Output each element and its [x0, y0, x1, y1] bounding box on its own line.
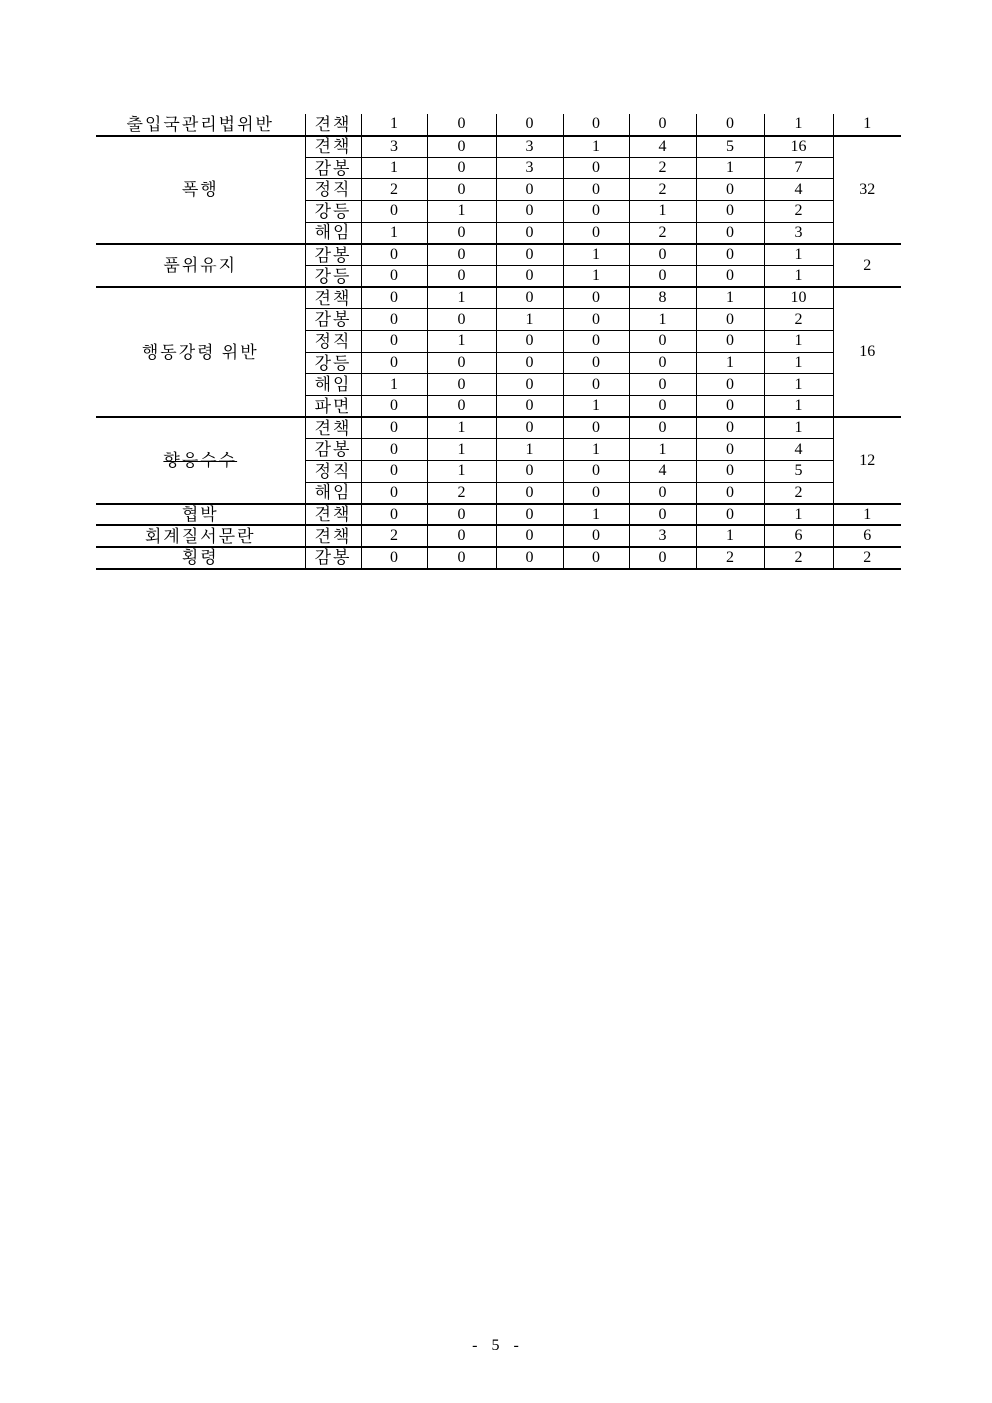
- value-cell: 0: [361, 287, 427, 309]
- value-cell: 0: [496, 114, 563, 136]
- value-cell: 0: [361, 396, 427, 418]
- category-cell: [96, 525, 305, 547]
- value-cell: 0: [361, 547, 427, 569]
- category-cell: [96, 417, 305, 504]
- value-cell: 2: [427, 482, 496, 504]
- value-cell: 1: [361, 222, 427, 244]
- value-cell: 1: [696, 352, 764, 374]
- value-cell: 0: [496, 201, 563, 223]
- table-row: [96, 417, 901, 439]
- category-label: 품위유지: [163, 256, 238, 276]
- value-cell: 0: [696, 201, 764, 223]
- value-cell: 0: [427, 157, 496, 179]
- discipline-cell: 강등: [305, 352, 361, 374]
- value-cell: 0: [361, 201, 427, 223]
- value-cell: 1: [427, 439, 496, 461]
- value-cell: 0: [496, 287, 563, 309]
- table-row: [96, 287, 901, 309]
- value-cell: 0: [427, 352, 496, 374]
- value-cell: 1: [427, 201, 496, 223]
- category-cell: [96, 504, 305, 526]
- value-cell: 3: [496, 157, 563, 179]
- group-total-cell: 6: [833, 525, 901, 547]
- value-cell: 1: [563, 244, 629, 266]
- value-cell: 0: [361, 352, 427, 374]
- value-cell: 0: [563, 461, 629, 483]
- value-cell: 1: [361, 374, 427, 396]
- page-number: - 5 -: [472, 1337, 520, 1354]
- value-cell: 1: [629, 309, 696, 331]
- value-cell: 5: [696, 136, 764, 158]
- value-cell: 1: [496, 309, 563, 331]
- value-cell: 0: [427, 374, 496, 396]
- value-cell: 1: [563, 136, 629, 158]
- discipline-cell: 감봉: [305, 157, 361, 179]
- table-row: [96, 136, 901, 158]
- subtotal-cell: 16: [764, 136, 833, 158]
- value-cell: 1: [361, 114, 427, 136]
- value-cell: 3: [496, 136, 563, 158]
- category-cell: [96, 114, 305, 136]
- value-cell: 0: [563, 374, 629, 396]
- value-cell: 0: [361, 309, 427, 331]
- value-cell: 2: [629, 179, 696, 201]
- value-cell: 0: [496, 374, 563, 396]
- table-body: [96, 114, 901, 569]
- value-cell: 1: [563, 504, 629, 526]
- value-cell: 3: [361, 136, 427, 158]
- subtotal-cell: 2: [764, 547, 833, 569]
- value-cell: 0: [629, 244, 696, 266]
- category-label: 행동강령 위반: [141, 342, 259, 362]
- value-cell: 0: [496, 461, 563, 483]
- category-label: 협박: [181, 505, 219, 525]
- value-cell: 0: [496, 266, 563, 288]
- discipline-cell: 정직: [305, 179, 361, 201]
- value-cell: 0: [696, 374, 764, 396]
- table-row: [96, 547, 901, 569]
- value-cell: 0: [563, 331, 629, 353]
- subtotal-cell: 2: [764, 201, 833, 223]
- value-cell: 0: [563, 525, 629, 547]
- value-cell: 0: [427, 136, 496, 158]
- value-cell: 0: [696, 417, 764, 439]
- discipline-cell: 견책: [305, 287, 361, 309]
- subtotal-cell: 1: [764, 266, 833, 288]
- discipline-cell: 견책: [305, 114, 361, 136]
- value-cell: 0: [496, 417, 563, 439]
- value-cell: 0: [427, 396, 496, 418]
- category-label: 출입국관리법위반: [126, 114, 274, 134]
- subtotal-cell: 1: [764, 504, 833, 526]
- value-cell: 0: [629, 417, 696, 439]
- value-cell: 0: [427, 525, 496, 547]
- value-cell: 0: [563, 547, 629, 569]
- value-cell: 0: [696, 482, 764, 504]
- value-cell: 0: [696, 504, 764, 526]
- value-cell: 0: [361, 417, 427, 439]
- value-cell: 0: [496, 504, 563, 526]
- value-cell: 0: [427, 309, 496, 331]
- group-total-cell: 1: [833, 114, 901, 136]
- discipline-cell: 파면: [305, 396, 361, 418]
- discipline-cell: 정직: [305, 461, 361, 483]
- value-cell: 0: [496, 547, 563, 569]
- value-cell: 1: [496, 439, 563, 461]
- value-cell: 0: [496, 222, 563, 244]
- value-cell: 4: [629, 136, 696, 158]
- value-cell: 1: [361, 157, 427, 179]
- value-cell: 0: [496, 331, 563, 353]
- value-cell: 1: [696, 157, 764, 179]
- table-row: [96, 114, 901, 136]
- discipline-cell: 해임: [305, 482, 361, 504]
- value-cell: 0: [361, 461, 427, 483]
- value-cell: 8: [629, 287, 696, 309]
- value-cell: 0: [427, 244, 496, 266]
- table-row: [96, 504, 901, 526]
- value-cell: 0: [427, 222, 496, 244]
- discipline-cell: 감봉: [305, 244, 361, 266]
- value-cell: 0: [563, 309, 629, 331]
- value-cell: 1: [629, 201, 696, 223]
- value-cell: 3: [629, 525, 696, 547]
- value-cell: 0: [629, 114, 696, 136]
- discipline-cell: 감봉: [305, 309, 361, 331]
- value-cell: 0: [496, 525, 563, 547]
- discipline-cell: 견책: [305, 525, 361, 547]
- value-cell: 2: [696, 547, 764, 569]
- value-cell: 0: [563, 417, 629, 439]
- category-cell: [96, 287, 305, 417]
- value-cell: 0: [629, 482, 696, 504]
- subtotal-cell: 2: [764, 309, 833, 331]
- value-cell: 0: [696, 396, 764, 418]
- value-cell: 0: [629, 547, 696, 569]
- category-label: 향응수수: [163, 451, 238, 470]
- subtotal-cell: 4: [764, 179, 833, 201]
- value-cell: 0: [629, 352, 696, 374]
- value-cell: 0: [696, 244, 764, 266]
- discipline-cell: 강등: [305, 266, 361, 288]
- value-cell: 0: [696, 461, 764, 483]
- category-label: 횡령: [181, 548, 219, 568]
- subtotal-cell: 1: [764, 114, 833, 136]
- discipline-cell: 해임: [305, 374, 361, 396]
- value-cell: 0: [361, 266, 427, 288]
- value-cell: 0: [629, 266, 696, 288]
- subtotal-cell: 1: [764, 417, 833, 439]
- value-cell: 0: [563, 222, 629, 244]
- discipline-cell: 강등: [305, 201, 361, 223]
- value-cell: 0: [361, 439, 427, 461]
- category-cell: [96, 547, 305, 569]
- value-cell: 0: [696, 222, 764, 244]
- group-total-cell: 2: [833, 244, 901, 287]
- value-cell: 0: [563, 352, 629, 374]
- value-cell: 4: [629, 461, 696, 483]
- value-cell: 0: [629, 331, 696, 353]
- subtotal-cell: 7: [764, 157, 833, 179]
- value-cell: 0: [496, 179, 563, 201]
- value-cell: 0: [361, 331, 427, 353]
- group-total-cell: 12: [833, 417, 901, 504]
- category-cell: [96, 136, 305, 244]
- value-cell: 0: [427, 179, 496, 201]
- table-row: [96, 525, 901, 547]
- value-cell: 1: [563, 266, 629, 288]
- table-row: [96, 244, 901, 266]
- value-cell: 0: [629, 396, 696, 418]
- value-cell: 0: [427, 547, 496, 569]
- value-cell: 1: [563, 396, 629, 418]
- value-cell: 1: [696, 287, 764, 309]
- value-cell: 0: [496, 352, 563, 374]
- discipline-cell: 해임: [305, 222, 361, 244]
- subtotal-cell: 1: [764, 374, 833, 396]
- value-cell: 1: [427, 417, 496, 439]
- subtotal-cell: 10: [764, 287, 833, 309]
- value-cell: 0: [563, 114, 629, 136]
- value-cell: 1: [696, 525, 764, 547]
- group-total-cell: 32: [833, 136, 901, 244]
- value-cell: 1: [427, 461, 496, 483]
- discipline-cell: 견책: [305, 417, 361, 439]
- discipline-cell: 정직: [305, 331, 361, 353]
- value-cell: 0: [696, 114, 764, 136]
- value-cell: 0: [361, 482, 427, 504]
- subtotal-cell: 2: [764, 482, 833, 504]
- value-cell: 0: [629, 504, 696, 526]
- value-cell: 2: [629, 222, 696, 244]
- subtotal-cell: 6: [764, 525, 833, 547]
- group-total-cell: 2: [833, 547, 901, 569]
- value-cell: 0: [563, 287, 629, 309]
- value-cell: 0: [563, 179, 629, 201]
- subtotal-cell: 5: [764, 461, 833, 483]
- value-cell: 0: [696, 179, 764, 201]
- value-cell: 0: [496, 244, 563, 266]
- discipline-cell: 견책: [305, 504, 361, 526]
- discipline-cell: 감봉: [305, 547, 361, 569]
- value-cell: 0: [563, 157, 629, 179]
- value-cell: 2: [361, 179, 427, 201]
- value-cell: 0: [629, 374, 696, 396]
- value-cell: 0: [696, 266, 764, 288]
- value-cell: 0: [563, 201, 629, 223]
- value-cell: 2: [361, 525, 427, 547]
- value-cell: 0: [361, 504, 427, 526]
- subtotal-cell: 1: [764, 352, 833, 374]
- value-cell: 1: [563, 439, 629, 461]
- category-label: 회계질서문란: [144, 526, 256, 546]
- subtotal-cell: 1: [764, 396, 833, 418]
- subtotal-cell: 1: [764, 331, 833, 353]
- subtotal-cell: 1: [764, 244, 833, 266]
- value-cell: 1: [427, 287, 496, 309]
- subtotal-cell: 4: [764, 439, 833, 461]
- category-cell: [96, 244, 305, 287]
- value-cell: 0: [496, 396, 563, 418]
- value-cell: 0: [427, 504, 496, 526]
- value-cell: 0: [696, 439, 764, 461]
- discipline-table: [96, 114, 901, 570]
- value-cell: 0: [563, 482, 629, 504]
- value-cell: 1: [629, 439, 696, 461]
- value-cell: 0: [496, 482, 563, 504]
- value-cell: 1: [427, 331, 496, 353]
- subtotal-cell: 3: [764, 222, 833, 244]
- group-total-cell: 1: [833, 504, 901, 526]
- discipline-cell: 견책: [305, 136, 361, 158]
- discipline-cell: 감봉: [305, 439, 361, 461]
- value-cell: 0: [696, 331, 764, 353]
- value-cell: 2: [629, 157, 696, 179]
- value-cell: 0: [427, 114, 496, 136]
- value-cell: 0: [696, 309, 764, 331]
- value-cell: 0: [361, 244, 427, 266]
- group-total-cell: 16: [833, 287, 901, 417]
- category-label: 폭행: [181, 180, 219, 200]
- value-cell: 0: [427, 266, 496, 288]
